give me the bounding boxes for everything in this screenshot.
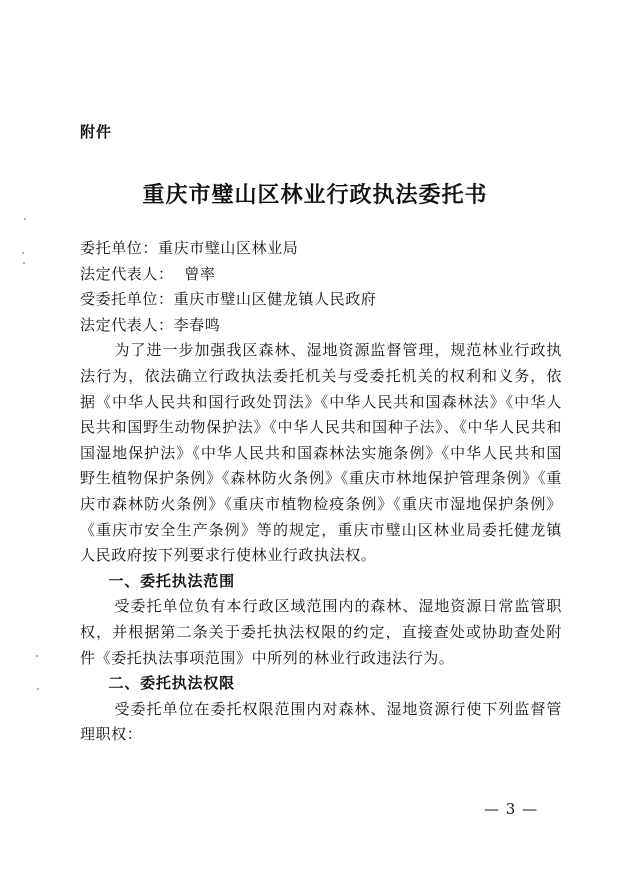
info-line-legal-representative-1: 法定代表人： 曾率 — [80, 264, 216, 283]
intro-paragraph: 为了进一步加强我区森林、湿地资源监督管理，规范林业行政执法行为，依法确立行政执法委托机关与受委托机关的权利和义务，依据《中华人民共和国行政处罚法》《中华人民共和国森林法》《中华人民共和国野生动物保护法》《中华人民共和国种子法》、《中华人民共和国湿地保护法》《中华人民共和国森林法实施条例》《中华人民共和国野生植物保护条例》《森林防火条例》《重庆市林地保护管理条例》《重庆市森林防火条例》《重庆市植物检疫条例》《重庆市湿地保护条例》《重庆市安全生产条例》等的规定，重庆市璧山区林业局委托健龙镇人民政府按下列要求行使林业行政执法权。 — [80, 341, 562, 565]
attachment-label: 附件 — [80, 123, 113, 141]
section2-heading: 二、委托执法权限 — [108, 674, 235, 693]
scan-speck — [22, 252, 24, 254]
document-body — [80, 236, 562, 748]
scan-speck — [24, 218, 26, 220]
page-number: — 3 — — [484, 800, 539, 818]
document-title: 重庆市璧山区林业行政执法委托书 — [142, 182, 488, 208]
section1-heading: 一、委托执法范围 — [108, 571, 235, 590]
section2-text: 受委托单位在委托权限范围内对森林、湿地资源行使下列监督管理职权： — [80, 699, 562, 744]
info-line-entrusting-unit: 委托单位：重庆市璧山区林业局 — [80, 239, 299, 257]
info-line-entrusted-unit: 受委托单位：重庆市璧山区健龙镇人民政府 — [80, 290, 377, 309]
info-line-legal-representative-2: 法定代表人：李春鸣 — [80, 315, 221, 334]
scan-speck — [37, 688, 39, 690]
scan-speck — [36, 655, 38, 657]
scan-speck — [23, 262, 25, 264]
section1-text: 受委托单位负有本行政区域范围内的森林、湿地资源日常监管职权，并根据第二条关于委托执法权限的约定，直接查处或协助查处附件《委托执法事项范围》中所列的林业行政违法行为。 — [80, 597, 562, 667]
